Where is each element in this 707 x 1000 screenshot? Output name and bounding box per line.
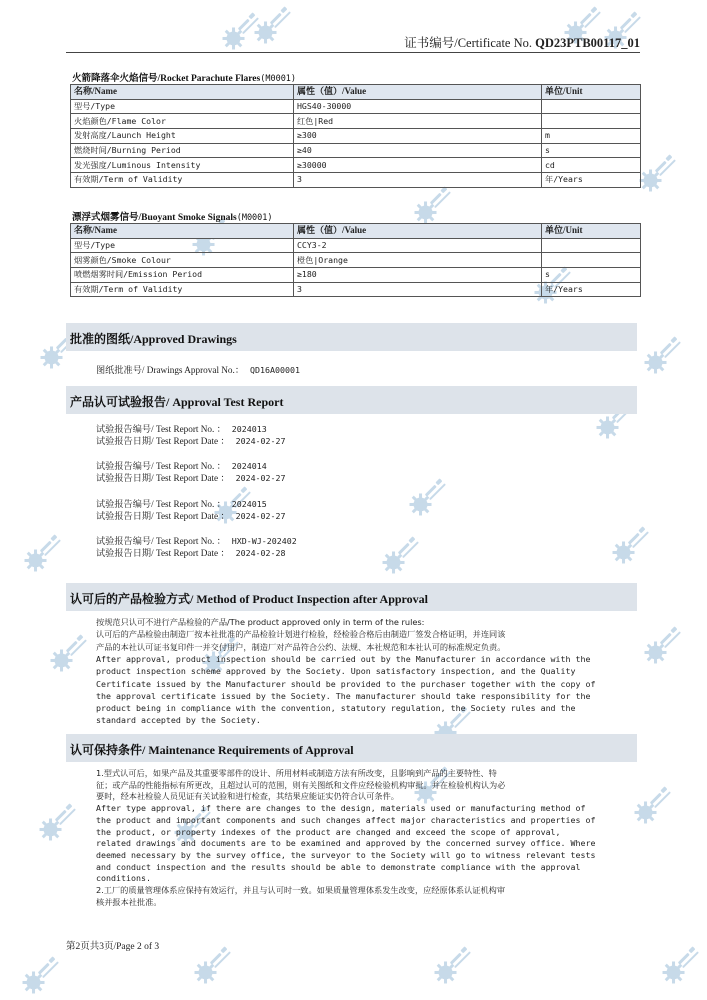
report-date-label: 试验报告日期/ Test Report Date ： [96, 473, 230, 483]
unit-cell: m [542, 129, 641, 144]
smoke-signals-table [70, 223, 641, 297]
watermark-logo-icon [648, 930, 707, 998]
paragraph-line: conditions. [96, 873, 151, 884]
report-date-value: 2024-02-27 [235, 473, 286, 483]
header-unit: 单位/Unit [542, 85, 641, 100]
value-cell: ≥300 [294, 129, 542, 144]
paragraph-line: Certificate issued by the Manufacturer should be provided to the purchaser together with the copy of [96, 678, 596, 689]
table-row [71, 143, 641, 158]
name-cell: 发射高度/Launch Height [71, 129, 294, 144]
smoke-signals-title-text: 漂浮式烟雾信号/Buoyant Smoke Signals [72, 213, 237, 223]
unit-cell: s [542, 143, 641, 158]
value-cell: 红色|Red [294, 114, 542, 129]
header-divider [66, 52, 640, 53]
table-row [71, 268, 641, 283]
report-number-label: 试验报告编号/ Test Report No. ： [96, 536, 226, 546]
rocket-flares-title-text: 火箭降落伞火焰信号/Rocket Parachute Flares [72, 74, 261, 84]
table-row [71, 114, 641, 129]
header-name: 名称/Name [71, 224, 294, 239]
paragraph-line: standard accepted by the Society. [96, 715, 261, 726]
report-date-value: 2024-02-27 [235, 511, 286, 521]
certificate-header [0, 33, 640, 51]
value-cell: CCY3-2 [294, 238, 542, 253]
watermark-logo-icon [36, 618, 104, 686]
table-row [71, 238, 641, 253]
unit-cell [542, 253, 641, 268]
certificate-number: QD23PTB00117_01 [535, 36, 640, 50]
report-date-label: 试验报告日期/ Test Report Date ： [96, 511, 230, 521]
report-date-label: 试验报告日期/ Test Report Date ： [96, 436, 230, 446]
name-cell: 烟雾颜色/Smoke Colour [71, 253, 294, 268]
table-header-row [71, 85, 641, 100]
approved-drawings-heading: 批准的图纸/Approved Drawings [70, 332, 237, 346]
table-row [71, 158, 641, 173]
header-value: 属性（值）/Value [294, 85, 542, 100]
paragraph-line: the product, or property indexes of the product are changed and exceed the scope of approval, [96, 826, 561, 837]
header-unit: 单位/Unit [542, 224, 641, 239]
unit-cell [542, 99, 641, 114]
report-date-line [96, 470, 286, 484]
table-row [71, 173, 641, 188]
rocket-flares-table [70, 84, 641, 188]
paragraph-line: 征；或产品的性能指标有所更改，且超过认可的范围，则有关图纸和文件应经检验机构审批。并在检验机构认为必 [96, 779, 506, 790]
unit-cell: 年/Years [542, 282, 641, 297]
paragraph-line: and conduct inspection and the results should be able to demonstrate compliance with the approval [96, 861, 581, 872]
watermark-logo-icon [630, 320, 698, 388]
value-cell: ≥40 [294, 143, 542, 158]
paragraph-line: the approval certificate issued by the Society. The manufacturer should take responsibility for the [96, 690, 591, 701]
unit-cell [542, 114, 641, 129]
paragraph-line: After approval, product inspection should be carried out by the Manufacturer in accordance with the [96, 653, 591, 664]
table-row [71, 129, 641, 144]
paragraph-line: the product and important components and such changes affect major characteristics and properties of [96, 814, 596, 825]
name-cell: 型号/Type [71, 99, 294, 114]
report-number-value: 2024013 [231, 424, 267, 434]
paragraph-line: 核并报本社批准。 [96, 896, 162, 907]
paragraph-line: 1.型式认可后，如果产品及其重要零部件的设计、所用材料或制造方法有所改变，且影响到产品的主要特性、特 [96, 768, 497, 778]
table-header-row [71, 224, 641, 239]
report-number-value: HXD-WJ-202402 [231, 536, 297, 546]
name-cell: 有效期/Term of Validity [71, 173, 294, 188]
watermark-logo-icon [180, 930, 248, 998]
report-date-label: 试验报告日期/ Test Report Date ： [96, 548, 230, 558]
value-cell: ≥180 [294, 268, 542, 283]
report-number-label: 试验报告编号/ Test Report No. ： [96, 461, 226, 471]
approved-drawings-section [66, 323, 637, 351]
smoke-signals-title [72, 209, 273, 223]
rocket-flares-title [72, 70, 296, 84]
report-number-label: 试验报告编号/ Test Report No. ： [96, 424, 226, 434]
watermark-logo-icon [420, 930, 488, 998]
paragraph-line: 按规范只认可不进行产品检验的产品/The product approved only in term of the rules: [96, 617, 425, 627]
watermark-logo-icon [620, 770, 688, 838]
watermark-logo-icon [10, 518, 78, 586]
watermark-logo-icon [590, 0, 658, 63]
name-cell: 发光强度/Luminous Intensity [71, 158, 294, 173]
unit-cell: 年/Years [542, 173, 641, 188]
paragraph-line: product inspection scheme approved by the Society. Upon satisfactory inspection, and the Quality [96, 666, 576, 677]
watermark-logo-icon [368, 520, 436, 588]
unit-cell: cd [542, 158, 641, 173]
unit-cell: s [542, 268, 641, 283]
value-cell: HGS40-30000 [294, 99, 542, 114]
watermark-logo-icon [630, 610, 698, 678]
report-date-value: 2024-02-28 [235, 548, 286, 558]
table-row [71, 282, 641, 297]
watermark-logo-icon [395, 462, 463, 530]
paragraph-line: product being in compliance with the convention, statutory regulation, the Society rules and the [96, 703, 576, 714]
report-date-line [96, 433, 286, 447]
paragraph-line: 认可后的产品检验由制造厂按本社批准的产品检验计划进行检验，经检验合格后由制造厂签发合格证明，并连同该 [96, 629, 506, 640]
test-report-heading: 产品认可试验报告/ Approval Test Report [70, 395, 284, 409]
test-report-section [66, 386, 637, 414]
report-number-value: 2024014 [231, 461, 267, 471]
name-cell: 有效期/Term of Validity [71, 282, 294, 297]
watermark-logo-icon [208, 0, 276, 64]
certificate-label: 证书编号/Certificate No. [404, 36, 532, 50]
name-cell: 喷燃烟雾时间/Emission Period [71, 268, 294, 283]
report-number-value: 2024015 [231, 499, 267, 509]
header-name: 名称/Name [71, 85, 294, 100]
name-cell: 燃烧时间/Burning Period [71, 143, 294, 158]
rocket-flares-code: (M0001) [260, 74, 297, 84]
value-cell: 3 [294, 282, 542, 297]
paragraph-line: 产品的本社认可证书复印件一并交付用户，制造厂对产品符合公约、法规、本社规范和本社认可的标准规定负责。 [96, 641, 506, 652]
name-cell: 型号/Type [71, 238, 294, 253]
table-row [71, 99, 641, 114]
value-cell: ≥30000 [294, 158, 542, 173]
smoke-signals-code: (M0001) [236, 213, 273, 223]
report-date-line [96, 545, 286, 559]
value-cell: 橙色|Orange [294, 253, 542, 268]
maintenance-heading: 认可保持条件/ Maintenance Requirements of Approval [70, 743, 354, 757]
paragraph-line: related drawings and documents are to be examined and approved by the concerned survey office. Where [96, 838, 596, 849]
header-value: 属性（值）/Value [294, 224, 542, 239]
value-cell: 3 [294, 173, 542, 188]
report-number-label: 试验报告编号/ Test Report No. ： [96, 499, 226, 509]
watermark-logo-icon [25, 787, 93, 855]
paragraph-line: deemed necessary by the survey office, the surveyor to the Society will go to witness relevant tests [96, 849, 596, 860]
inspection-section [66, 583, 637, 611]
drawings-approval-line [96, 362, 300, 376]
table-row [71, 253, 641, 268]
inspection-heading: 认可后的产品检验方式/ Method of Product Inspection after Approval [70, 592, 429, 606]
name-cell: 火焰颜色/Flame Color [71, 114, 294, 129]
paragraph-line: 要时，经本社检验人员见证有关试验和进行检查，其结果应能证实仍符合认可条件。 [96, 791, 399, 802]
paragraph-line: 2.工厂的质量管理体系应保持有效运行，并且与认可时一致。如果质量管理体系发生改变，应经原体系认证机构审 [96, 885, 506, 895]
paragraph-line: After type approval, if there are changes to the design, materials used or manufacturing method of [96, 803, 586, 814]
page-footer: 第2页共3页/Page 2 of 3 [66, 942, 160, 952]
watermark-logo-icon [598, 510, 666, 578]
report-date-line [96, 508, 286, 522]
unit-cell [542, 238, 641, 253]
report-date-value: 2024-02-27 [235, 436, 286, 446]
drawings-approval-label: 图纸批准号/ Drawings Approval No.： [96, 365, 245, 375]
maintenance-section [66, 734, 637, 762]
drawings-approval-value: QD16A00001 [250, 365, 300, 375]
